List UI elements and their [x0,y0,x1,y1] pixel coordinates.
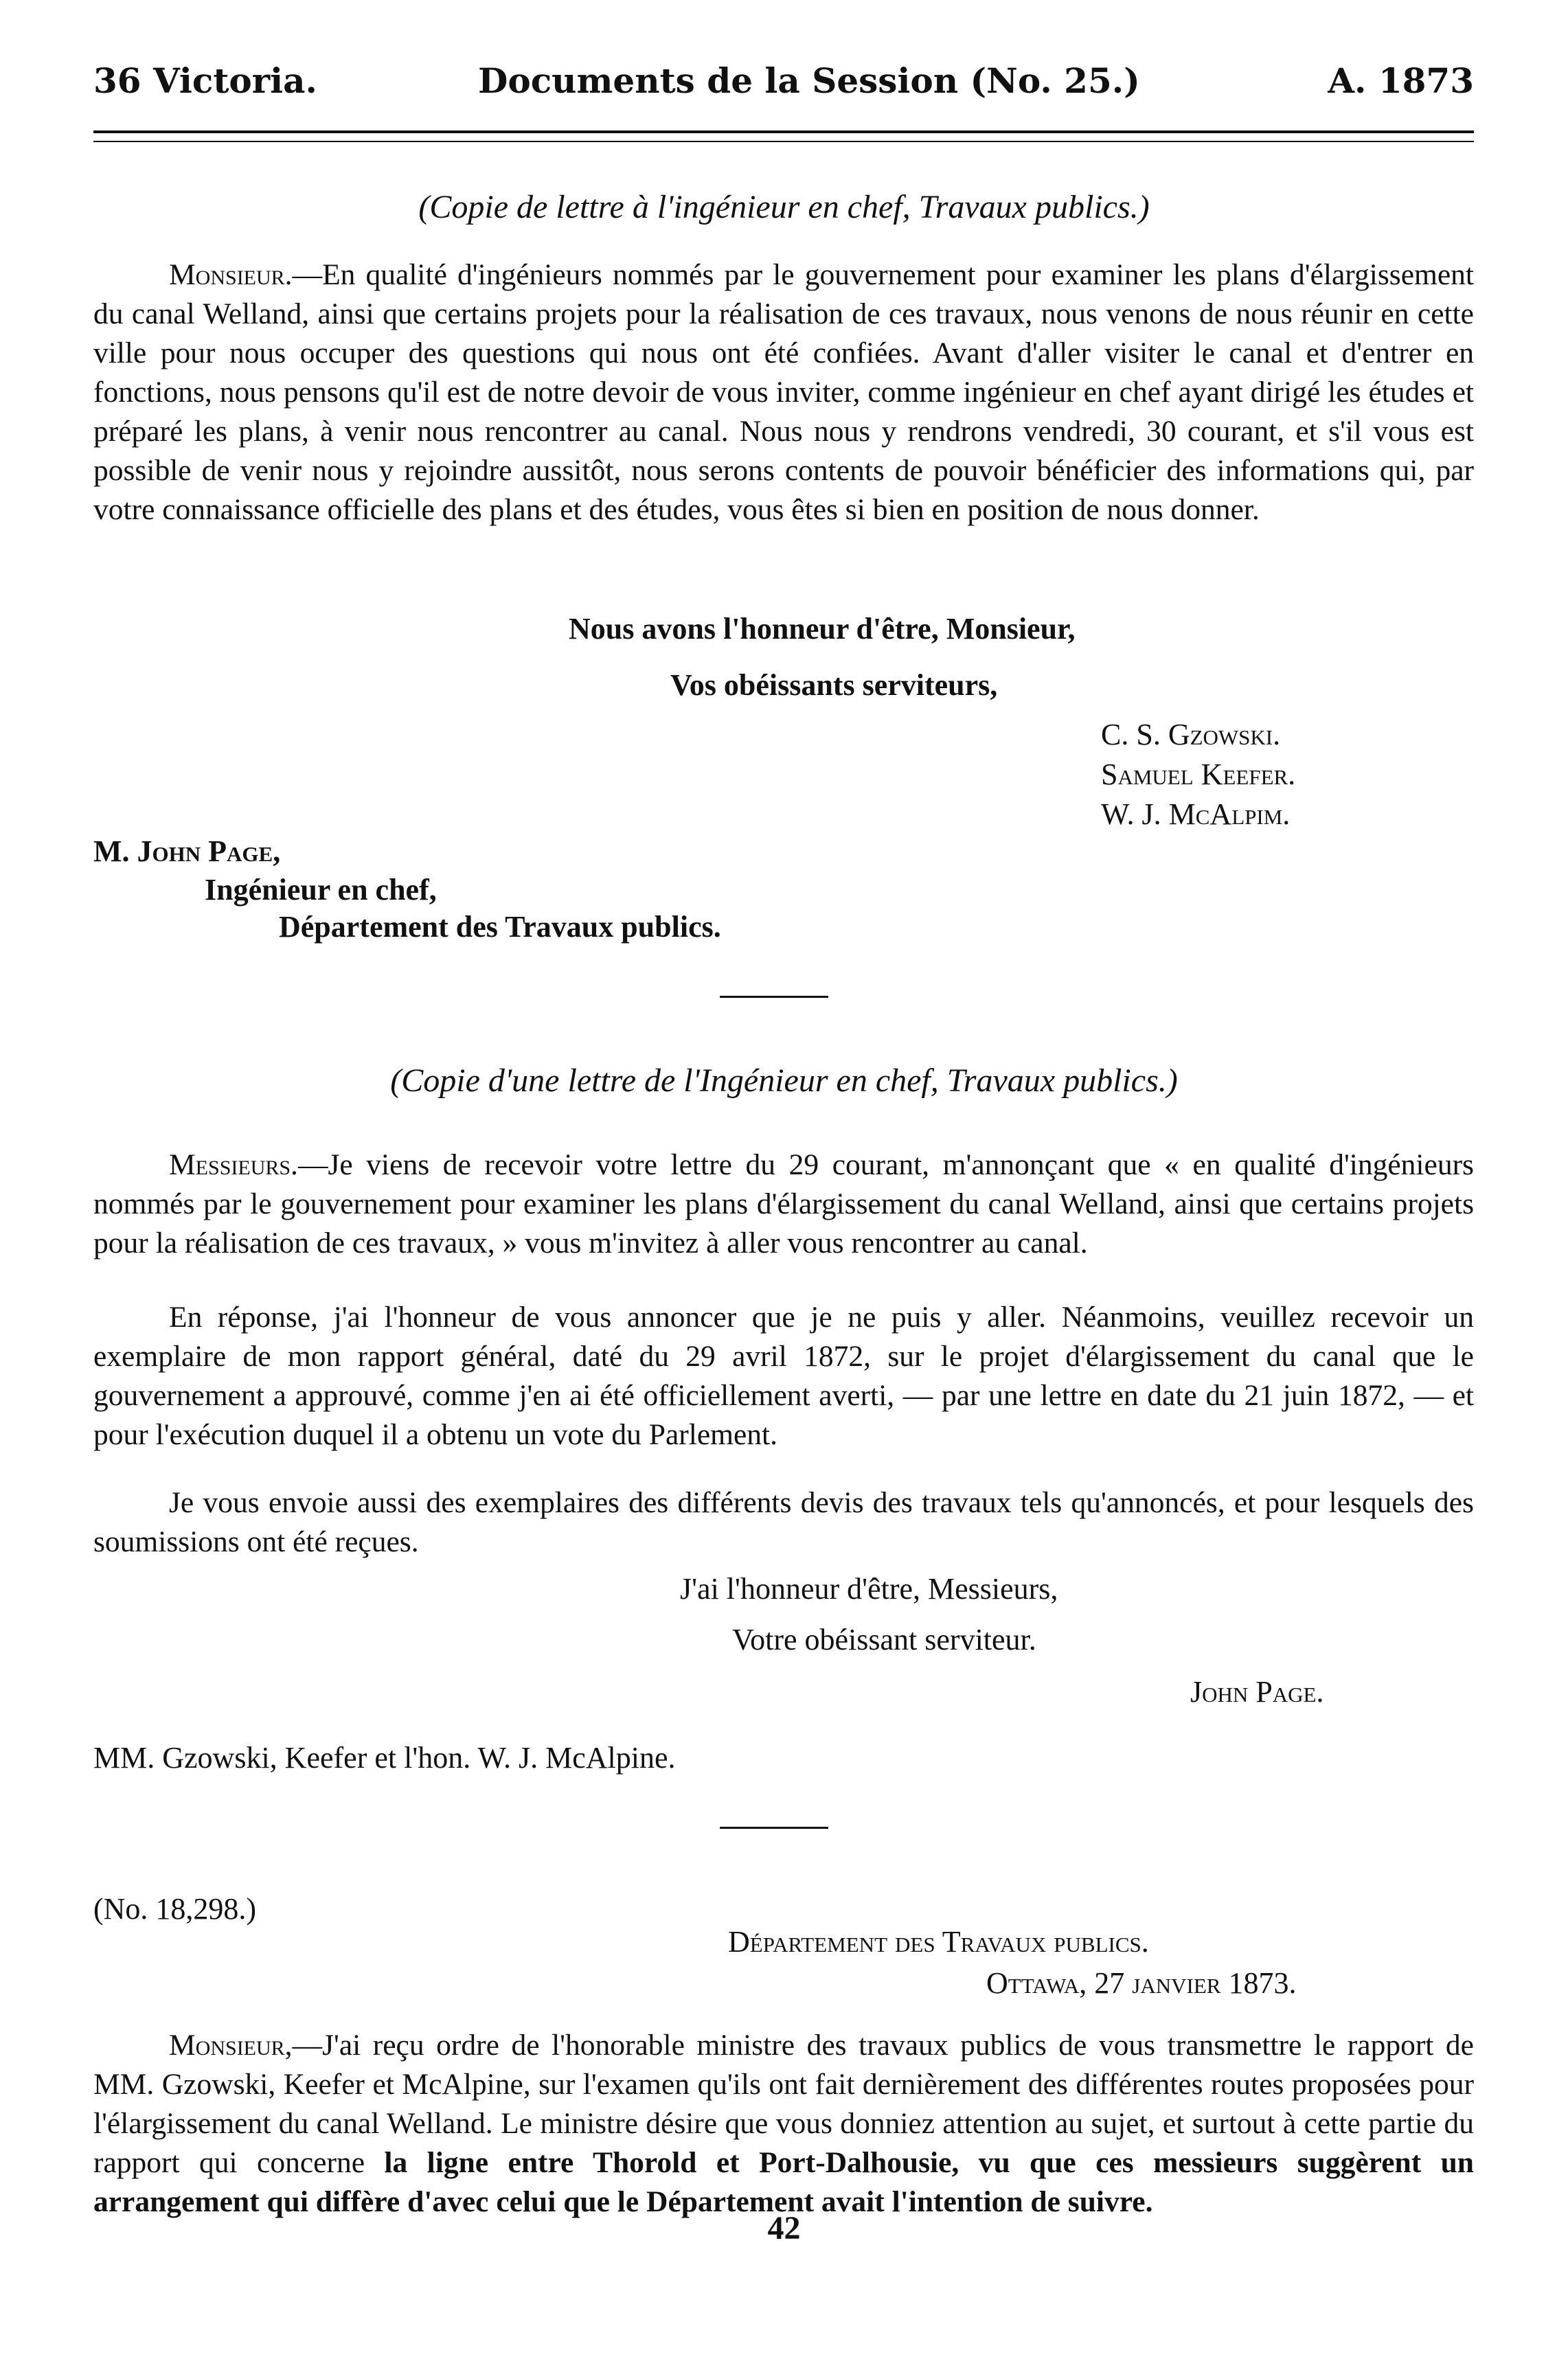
letter1-caption: (Copie de lettre à l'ingénieur en chef, Travaux publics.) [418,189,1150,225]
header-year: A. 1873 [1328,60,1474,101]
letter1-closing-2: Vos obéissants serviteurs, [670,668,998,702]
section-separator [720,996,828,998]
letter2-paragraph-1 [93,1146,1474,1263]
letter2-closing-1: J'ai l'honneur d'être, Messieurs, [680,1572,1058,1606]
letter2-paragraph-1-text: —Je viens de recevoir votre lettre du 29 courant, m'annonçant que « en qualité d'ingénieurs nommés par le gouvernement pour examiner les plans d'élargissement du canal Welland, ainsi que certains projets pour la réalisation de ces travaux, » vous m'invitez à aller vous rencontrer au canal. [93,1148,1474,1260]
letter3-department: Département des Travaux publics. [728,1925,1149,1959]
letter3-body [93,2026,1474,2222]
letter1-salutation: Monsieur. [169,258,293,291]
running-header [93,54,1474,109]
page-number: 42 [767,2210,801,2246]
letter1-body [93,255,1474,529]
letter1-closing-1: Nous avons l'honneur d'être, Monsieur, [569,612,1076,646]
header-rule-thin [93,141,1474,142]
header-volume: 36 Victoria. [93,60,317,101]
section-separator [720,1827,828,1829]
letter1-addressee-1: M. John Page, [93,834,281,868]
letter3-number: (No. 18,298.) [93,1892,257,1926]
letter1-signatory-2: Samuel Keefer. [1101,757,1296,791]
letter2-salutation: Messieurs. [169,1148,298,1181]
letter3-place-date: Ottawa, 27 janvier 1873. [986,1966,1297,2000]
letter2-closing-2: Votre obéissant serviteur. [732,1623,1036,1656]
letter2-paragraph-2-text: En réponse, j'ai l'honneur de vous annoncer que je ne puis y aller. Néanmoins, veuillez recevoir un exemplaire de mon rapport général, daté du 29 avril 1872, sur le projet d'élargissement du canal que le gouvernement a approuvé, comme j'en ai été officiellement averti, — par une lettre en date du 21 juin 1872, — et pour l'exécution duquel il a obtenu un vote du Parlement. [93,1301,1474,1451]
letter1-signatory-1: C. S. Gzowski. [1101,718,1281,751]
header-title: Documents de la Session (No. 25.) [478,60,1140,101]
letter1-signatory-3: W. J. McAlpim. [1101,797,1291,831]
letter1-addressee-3: Département des Travaux publics. [279,910,721,944]
letter2-signature: John Page. [1190,1675,1324,1709]
header-rule-thick [93,130,1474,133]
letter3-body-text: —J'ai reçu ordre de l'honorable ministre des travaux publics de vous transmettre le rapport de MM. Gzowski, Keefer et McAlpine, sur l'examen qu'ils ont fait dernièrement des différentes routes proposées pour l'élargissement du canal Welland. Le ministre désire que vous donniez attention au sujet, et surtout à cette partie du rapport qui concerne [93,2029,1474,2179]
letter2-paragraph-3-text: Je vous envoie aussi des exemplaires des différents devis des travaux tels qu'annoncés, et pour lesquels des soumissions ont été reçues. [93,1486,1474,1558]
letter2-paragraph-2 [93,1298,1474,1455]
letter1-addressee-2: Ingénieur en chef, [205,873,437,907]
letter3-body-bold-text: la ligne entre Thorold et Port-Dalhousie, vu que ces messieurs suggèrent un arrangement qui diffère d'avec celui que le Département avait l'intention de suivre. [93,2146,1474,2218]
letter2-paragraph-3 [93,1483,1474,1562]
letter1-body-text: —En qualité d'ingénieurs nommés par le gouvernement pour examiner les plans d'élargissement du canal Welland, ainsi que certains projets pour la réalisation de ces travaux, nous venons de nous réunir en cette ville pour nous occuper des questions qui nous ont été confiées. Avant d'aller visiter le canal et d'entrer en fonctions, nous pensons qu'il est de notre devoir de vous inviter, comme ingénieur en chef ayant dirigé les études et préparé les plans, à venir nous rencontrer au canal. Nous nous y rendrons vendredi, 30 courant, et s'il vous est possible de venir nous y rejoindre aussitôt, nous serons contents de pouvoir bénéficier des informations qui, par votre connaissance officielle des plans et des études, vous êtes si bien en position de nous donner. [93,258,1474,526]
letter2-addressee: MM. Gzowski, Keefer et l'hon. W. J. McAlpine. [93,1741,676,1775]
letter2-caption: (Copie d'une lettre de l'Ingénieur en chef, Travaux publics.) [390,1062,1178,1099]
letter3-salutation: Monsieur, [169,2029,293,2062]
